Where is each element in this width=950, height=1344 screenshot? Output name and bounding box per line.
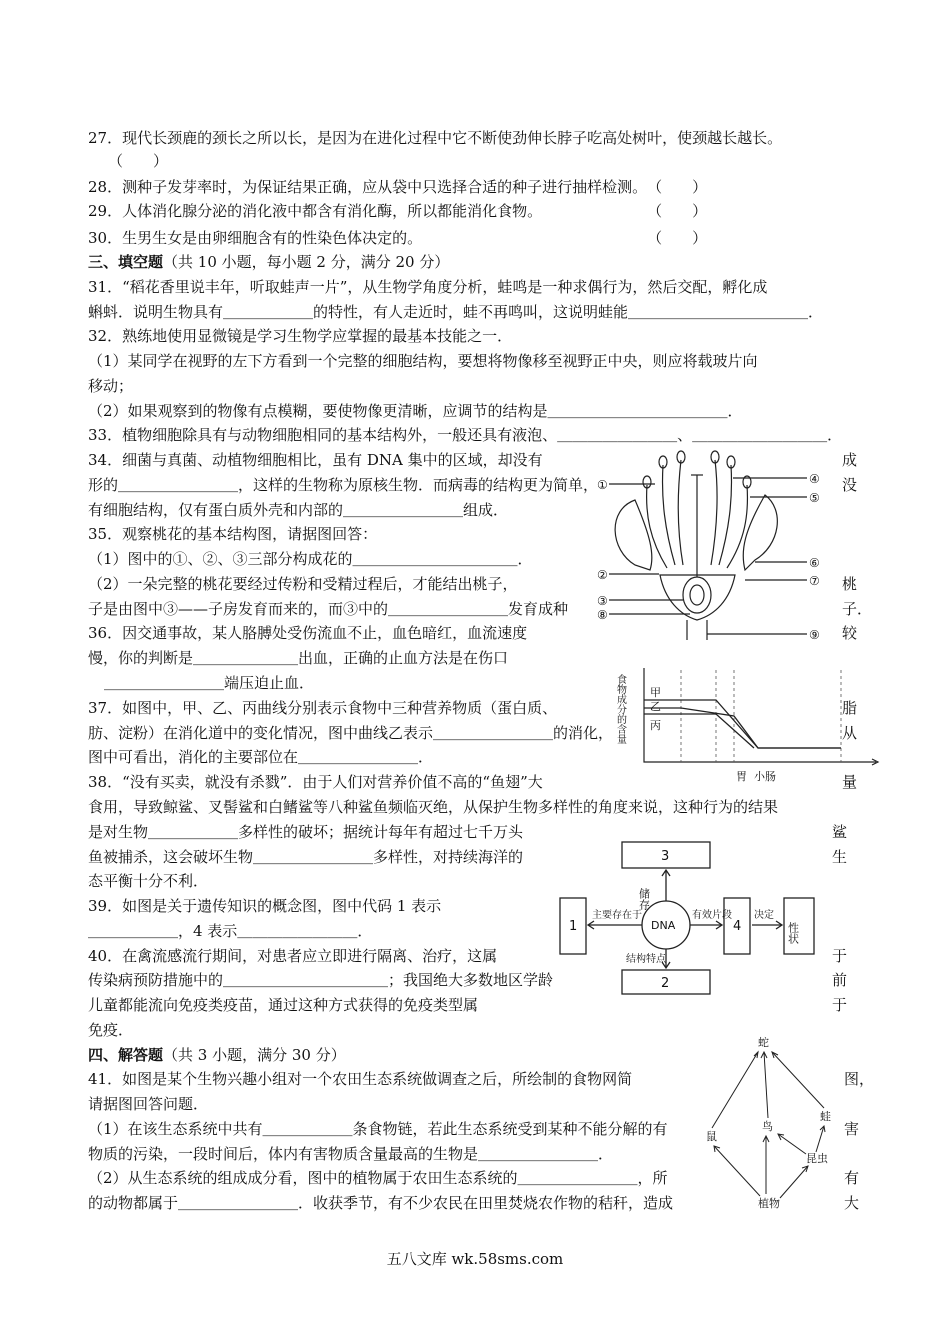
q41-2-line2-tail: 大 [844, 1194, 860, 1212]
arrow-to-trait [752, 921, 782, 929]
dna-concept-map [556, 840, 826, 1000]
flower-label-8: ⑧ [597, 608, 608, 622]
q36-line1: 36．因交通事故，某人胳膊处受伤流血不止，血色暗红，血流速度 [88, 624, 528, 642]
flower-label-1: ① [597, 478, 608, 492]
q35-2-line2: 子是由图中③——子房发育而来的，而③中的＿＿＿＿＿＿＿＿发育成种 [88, 600, 569, 618]
q34-line2: 形的＿＿＿＿＿＿＿＿，这样的生物称为原核生物．而病毒的结构更为简单， [88, 476, 599, 494]
flower-drawing [609, 451, 807, 640]
digestion-series-yi: 乙 [650, 700, 661, 713]
q38-line4-tail: 生 [832, 848, 848, 866]
section4-heading [88, 1045, 346, 1065]
foodweb-mouse: 鼠 [706, 1130, 717, 1143]
digestion-xlabel-intestine: 小肠 [754, 770, 776, 783]
q29: 29．人体消化腺分泌的消化液中都含有消化酶，所以都能消化食物。 （ ） [88, 202, 708, 220]
flower-label-5: ⑤ [809, 491, 820, 505]
edge-effective-segment: 有效片段 [692, 910, 732, 921]
section4-info: （共 3 小题，满分 30 分） [163, 1046, 346, 1064]
q40-line1-tail: 于 [832, 947, 848, 965]
q41-line1: 41．如图是某个生物兴趣小组对一个农田生态系统做调查之后，所绘制的食物网简 [88, 1070, 633, 1088]
section4-title: 四、解答题 [88, 1046, 164, 1064]
q32-2: （2）如果观察到的物像有点模糊，要使物像更清晰，应调节的结构是＿＿＿＿＿＿＿＿＿＿＿＿． [88, 402, 743, 420]
edge-store: 储存 [637, 888, 651, 910]
flower-label-2: ② [597, 568, 608, 582]
edge-decide: 决定 [754, 910, 774, 921]
q37-line3: 图中可看出，消化的主要部位在＿＿＿＿＿＿＿＿． [88, 748, 434, 766]
q36-line2: 慢，你的判断是＿＿＿＿＿＿＿出血，正确的止血方法是在伤口 [88, 649, 509, 667]
q35-1: （1）图中的①、②、③三部分构成花的＿＿＿＿＿＿＿＿＿＿＿． [88, 550, 533, 568]
concept-box-3-label: 3 [661, 849, 670, 864]
q30: 30．生男生女是由卵细胞含有的性染色体决定的。 （ ） [88, 229, 708, 247]
foodweb-snake: 蛇 [758, 1036, 769, 1049]
q32-1-line2: 移动； [88, 377, 134, 395]
q41-2-line2: 的动物都属于＿＿＿＿＿＿＿＿．收获季节，有不少农民在田里焚烧农作物的秸秆，造成 [88, 1194, 674, 1212]
section3-info: （共 10 小题，每小题 2 分，满分 20 分） [163, 253, 450, 271]
q41-line1-tail: 图， [844, 1070, 875, 1088]
q36-line1-tail: 较 [842, 624, 858, 642]
dna-center-label: DNA [651, 919, 676, 932]
flower-label-9: ⑨ [809, 628, 820, 642]
footer: 五八文库 wk.58sms.com [386, 1250, 564, 1268]
foodweb-plant: 植物 [758, 1197, 780, 1210]
concept-box-4-label: 4 [733, 919, 742, 934]
arrow-to-3 [662, 870, 670, 901]
q37-line2: 肪、淀粉）在消化道中的变化情况，图中曲线乙表示＿＿＿＿＿＿＿＿的消化， [88, 724, 614, 742]
digestion-xlabel-stomach: 胃 [736, 770, 747, 783]
q38-line2: 食用，导致鲸鲨、叉髻鲨和白鳍鲨等八种鲨鱼频临灭绝，从保护生物多样性的角度来说，这种行为的结果 [88, 798, 779, 816]
q31-line1: 31．“稻花香里说丰年，听取蛙声一片”，从生物学角度分析，蛙鸣是一种求偶行为，然后交配，孵化成 [88, 278, 768, 296]
q39-line1: 39．如图是关于遗传知识的概念图，图中代码 1 表示 [88, 897, 442, 915]
q41-line2: 请据图回答问题． [88, 1095, 209, 1113]
food-web [700, 1032, 850, 1222]
foodweb-insect: 昆虫 [806, 1152, 828, 1165]
digestion-chart [616, 660, 886, 785]
arrow-to-1 [588, 921, 642, 929]
digestion-series-bing: 丙 [650, 719, 661, 732]
flower-label-4: ④ [809, 472, 820, 486]
q40-line3-tail: 于 [832, 996, 848, 1014]
q35-2-line2-tail: 子． [842, 600, 873, 618]
q37-line1: 37．如图中，甲、乙、丙曲线分别表示食物中三种营养物质（蛋白质、 [88, 699, 558, 717]
section3-heading [88, 252, 449, 272]
q41-2-line1-tail: 有 [844, 1169, 860, 1187]
q38-line1: 38．“没有买卖，就没有杀戮”．由于人们对营养价值不高的“鱼翅”大 [88, 773, 543, 791]
q41-1-line2: 物质的污染，一段时间后，体内有害物质含量最高的生物是＿＿＿＿＿＿＿＿． [88, 1145, 614, 1163]
q40-line4: 免疫． [88, 1021, 134, 1039]
q35-2-line1: （2）一朵完整的桃花要经过传粉和受精过程后，才能结出桃子， [88, 575, 518, 593]
q41-2-line1: （2）从生态系统的组成成分看，图中的植物属于农田生态系统的＿＿＿＿＿＿＿＿，所 [88, 1169, 668, 1187]
flower-label-6: ⑥ [809, 556, 820, 570]
foodweb-bird: 鸟 [762, 1120, 773, 1133]
foodweb-frog: 蛙 [820, 1110, 831, 1123]
digestion-series-jia: 甲 [650, 686, 661, 699]
q34-line1-tail: 成 [842, 451, 858, 469]
q33: 33．植物细胞除具有与动物细胞相同的基本结构外，一般还具有液泡、＿＿＿＿＿＿＿＿、＿＿＿＿＿＿＿＿＿． [88, 426, 843, 444]
q34-line3: 有细胞结构，仅有蛋白质外壳和内部的＿＿＿＿＿＿＿＿组成． [88, 501, 509, 519]
q41-1-line1-tail: 害 [844, 1120, 860, 1138]
q34-line2-tail: 没 [842, 476, 858, 494]
q40-line2-tail: 前 [832, 971, 848, 989]
q28: 28．测种子发芽率时，为保证结果正确，应从袋中只选择合适的种子进行抽样检测。 （ ） [88, 178, 708, 196]
q37-line2-tail: 从 [842, 724, 858, 742]
q36-line3: ＿＿＿＿＿＿＿＿端压迫止血． [104, 674, 315, 692]
q32-1-line1: （1）某同学在视野的左下方看到一个完整的细胞结构，要想将物像移至视野正中央，则应将载玻片向 [88, 352, 758, 370]
q38-line5: 态平衡十分不利． [88, 872, 209, 890]
q31-line2: 蝌蚪．说明生物具有＿＿＿＿＿＿的特性，有人走近时，蛙不再鸣叫，这说明蛙能＿＿＿＿＿＿＿＿＿＿＿＿． [88, 303, 824, 321]
q40-line3: 儿童都能流向免疫类疫苗，通过这种方式获得的免疫类型属 [88, 996, 479, 1014]
q37-line1-tail: 脂 [842, 699, 858, 717]
q35: 35．观察桃花的基本结构图，请据图回答： [88, 525, 378, 543]
peach-flower-figure [595, 440, 835, 645]
q38-line4: 鱼被捕杀，这会破坏生物＿＿＿＿＿＿＿＿多样性，对持续海洋的 [88, 848, 524, 866]
flower-label-3: ③ [597, 594, 608, 608]
section3-title: 三、填空题 [88, 253, 164, 271]
q34-line1: 34．细菌与真菌、动植物细胞相比，虽有 DNA 集中的区域，却没有 [88, 451, 543, 469]
q27-line1: 27．现代长颈鹿的颈长之所以长，是因为在进化过程中它不断使劲伸长脖子吃高处树叶，使颈越长越长。 [88, 129, 783, 147]
q39-line2: ＿＿＿＿＿＿，4 表示＿＿＿＿＿＿＿＿． [88, 922, 373, 940]
digestion-chart-ylabel: 食物成分的含量 [614, 674, 626, 744]
q38-line1-tail: 量 [842, 773, 858, 791]
q35-2-line1-tail: 桃 [842, 575, 858, 593]
digestion-curve-jia [644, 700, 841, 748]
q38-line3: 是对生物＿＿＿＿＿＿多样性的破坏；据统计每年有超过七千万头 [88, 823, 524, 841]
arrow-to-4 [690, 921, 722, 929]
q40-line1: 40．在禽流感流行期间，对患者应立即进行隔离、治疗，这属 [88, 947, 498, 965]
edge-structure-feature: 结构特点 [626, 954, 666, 965]
q41-1-line1: （1）在该生态系统中共有＿＿＿＿＿＿条食物链，若此生态系统受到某种不能分解的有 [88, 1120, 668, 1138]
edge-main-in: 主要存在于 [592, 910, 642, 921]
q38-line3-tail: 鲨 [832, 823, 848, 841]
trait-label: 性状 [786, 922, 800, 944]
concept-box-1-label: 1 [569, 919, 578, 934]
q32: 32．熟练地使用显微镜是学习生物学应掌握的最基本技能之一． [88, 327, 513, 345]
concept-box-2-label: 2 [661, 976, 670, 991]
flower-label-7: ⑦ [809, 574, 820, 588]
q27-answer: （ ） [108, 152, 169, 170]
q40-line2: 传染病预防措施中的＿＿＿＿＿＿＿＿＿＿＿；我国绝大多数地区学龄 [88, 971, 554, 989]
